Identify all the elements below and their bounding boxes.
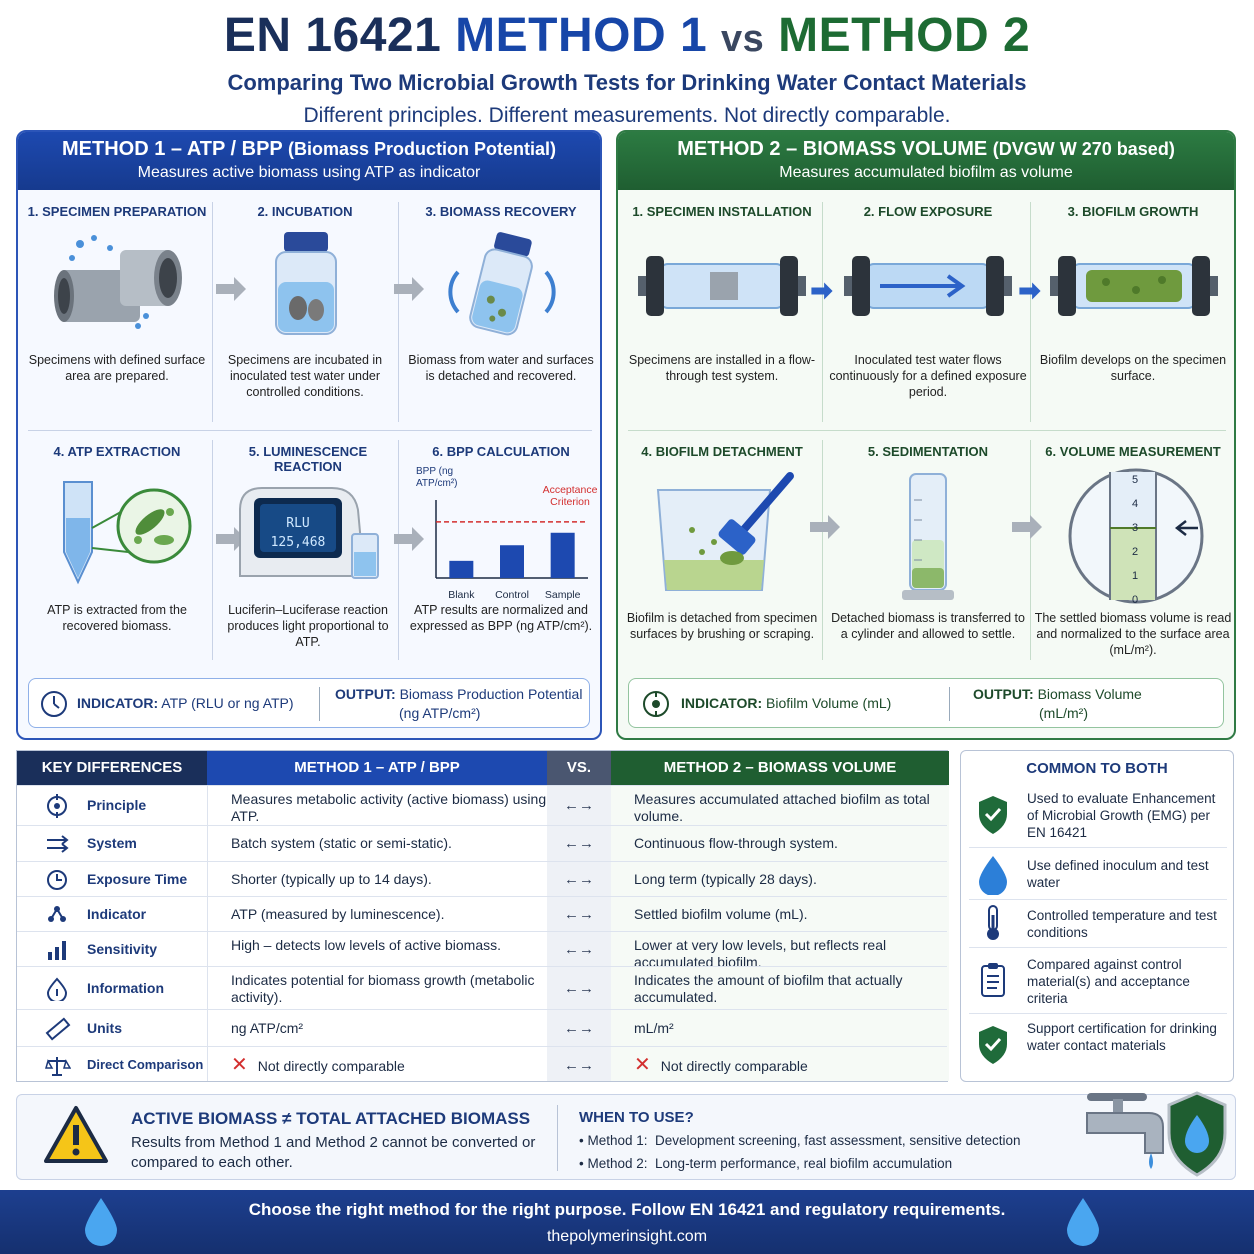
scale-tick-label: 1 (1132, 570, 1139, 582)
clipboard-icon (975, 960, 1011, 1002)
method1-output: OUTPUT: Biomass Production Potential (ng ATP/cm²) (335, 686, 583, 721)
table-row (17, 861, 947, 896)
common-item (969, 899, 1227, 947)
table-row (17, 825, 947, 861)
step-heading: 6. BPP CALCULATION (432, 444, 570, 459)
step-heading: 1. SPECIMEN PREPARATION (27, 204, 207, 219)
chart-tick-label: Sample (544, 589, 581, 601)
step-description: Biofilm develops on the specimen surface. (1039, 353, 1227, 383)
step-heading: 5. LUMINESCENCE REACTION (248, 444, 368, 474)
common-item (969, 847, 1227, 899)
step-heading: 3. BIOFILM GROWTH (1067, 204, 1199, 219)
row-method2-value: ✕ Not directly comparable (634, 1054, 808, 1076)
row-label: Principle (87, 797, 147, 813)
chart-bar-control (500, 545, 524, 578)
row-label: Units (87, 1020, 122, 1036)
chart-ylabel: BPP (ng ATP/cm²) (416, 466, 458, 489)
common-item-text: Used to evaluate Enhancement of Microbial Growth (EMG) per EN 16421 (1027, 791, 1216, 840)
method1-indicator: INDICATOR: ATP (RLU or ng ATP) (77, 695, 294, 711)
ruler-icon (43, 1017, 71, 1041)
clock-icon (43, 868, 71, 892)
title-standard: EN 16421 (223, 9, 442, 62)
row-vs-arrow: ←→ (564, 906, 594, 923)
step-heading: 6. VOLUME MEASUREMENT (1045, 444, 1221, 459)
m2-step-biofilm-growth (1034, 204, 1232, 424)
step-heading: 2. INCUBATION (257, 204, 353, 219)
common-item-text: Use defined inoculum and test water (1027, 858, 1209, 890)
row-method2-value: Continuous flow-through system. (634, 835, 838, 851)
step-heading: 5. SEDIMENTATION (867, 444, 989, 459)
row-method2-value: Long term (typically 28 days). (634, 871, 817, 887)
method1-title: METHOD 1 – ATP / BPP (61, 138, 283, 160)
step-heading: 1. SPECIMEN INSTALLATION (632, 204, 812, 219)
table-row (17, 896, 947, 931)
row-method1-value: High – detects low levels of active biomass. (231, 937, 502, 953)
molecule-icon (43, 903, 71, 927)
step-description: Detached biomass is transferred to a cylinder and allowed to settle. (831, 611, 1025, 641)
test-tube-bacteria-icon (44, 468, 194, 592)
beaker-brush-icon (644, 470, 804, 598)
row-method1-value: ATP (measured by luminescence). (231, 906, 445, 922)
incubation-jar-icon (264, 228, 348, 340)
shaking-jar-icon (440, 228, 564, 340)
m1-step-bpp-calculation (404, 444, 598, 664)
common-item-text: Controlled temperature and test conditions (1027, 908, 1217, 940)
device-value: 125,468 (270, 535, 326, 550)
shield-check-icon (975, 1024, 1011, 1066)
luminometer-display (260, 516, 336, 550)
step-description: Biomass from water and surfaces is detached and recovered. (408, 353, 594, 383)
method2-output: OUTPUT: Biomass Volume (mL/m²) (973, 686, 1142, 721)
scale-tick-label: 0 (1132, 594, 1139, 606)
row-vs-arrow: ←→ (564, 1057, 594, 1074)
when-method2: • Method 2: Long-term performance, real biofilm accumulation (579, 1156, 953, 1171)
title-method1: METHOD 1 (455, 9, 708, 62)
title-vs: vs (721, 18, 765, 60)
table-row (17, 785, 947, 825)
row-method2-value: Settled biofilm volume (mL). (634, 906, 808, 922)
page-tagline: Different principles. Different measurements. Not directly comparable. (303, 104, 951, 127)
warning-text: Results from Method 1 and Method 2 cannot be converted or compared to each other. (131, 1134, 536, 1171)
common-item-text: Support certification for drinking water contact materials (1027, 1021, 1217, 1053)
scale-tick-label: 2 (1132, 546, 1139, 558)
step-description: Specimens are incubated in inoculated test water under controlled conditions. (227, 353, 383, 399)
table-header-method2: METHOD 2 – BIOMASS VOLUME (611, 751, 949, 785)
target-icon (43, 794, 71, 818)
flow-cell-water-icon (840, 250, 1016, 322)
footer (0, 1190, 1254, 1254)
step-heading: 2. FLOW EXPOSURE (863, 204, 993, 219)
chart-acceptance-label: Acceptance Criterion (542, 484, 598, 508)
common-title: COMMON TO BOTH (1026, 760, 1168, 777)
common-item-text: Compared against control material(s) and acceptance criteria (1027, 957, 1190, 1006)
faucet-shield-icon (1067, 1089, 1227, 1181)
chart-tick-label: Blank (448, 589, 475, 601)
step-description: Biofilm is detached from specimen surfaces by brushing or scraping. (626, 611, 818, 641)
table-row (17, 1009, 947, 1046)
method2-subtitle: Measures accumulated biofilm as volume (779, 164, 1073, 181)
row-vs-arrow: ←→ (564, 835, 594, 852)
thermometer-icon (975, 903, 1011, 945)
footer-message: Choose the right method for the right purpose. Follow EN 16421 and regulatory requirements. (248, 1200, 1006, 1219)
common-panel (960, 750, 1234, 1082)
flow-cell-icon (634, 250, 810, 322)
table-row (17, 931, 947, 970)
step-description: Inoculated test water flows continuously for a defined exposure period. (829, 353, 1027, 399)
not-comparable-icon: ✕ (634, 1054, 651, 1076)
common-item (969, 783, 1227, 847)
step-description: Specimens are installed in a flow-through test system. (628, 353, 816, 383)
method2-panel (616, 130, 1236, 740)
step-heading: 3. BIOMASS RECOVERY (425, 204, 577, 219)
row-vs-arrow: ←→ (564, 1020, 594, 1037)
magnified-scale-icon (1064, 466, 1210, 606)
water-drop-icon (1066, 1196, 1100, 1246)
scale-tick-label: 5 (1132, 474, 1139, 486)
row-method1-value: ng ATP/cm² (231, 1020, 304, 1036)
chart-tick-label: Control (495, 589, 529, 601)
chart-bar-blank (449, 561, 473, 578)
row-method2-value: mL/m² (634, 1020, 674, 1036)
m2-step-specimen-installation (624, 204, 820, 424)
method2-indicator: INDICATOR: Biofilm Volume (mL) (681, 695, 892, 711)
row-vs-arrow: ←→ (564, 871, 594, 888)
device-label: RLU (286, 516, 310, 531)
table-header-key: KEY DIFFERENCES (17, 751, 207, 785)
m1-step-biomass-recovery (404, 204, 598, 424)
info-drop-icon (43, 977, 71, 1001)
method1-title-suffix: (Biomass Production Potential) (287, 139, 556, 159)
row-method2-value: Lower at very low levels, but reflects real accumulated biofilm. (634, 937, 887, 970)
row-vs-arrow: ←→ (564, 941, 594, 958)
scale-tick-label: 4 (1132, 498, 1139, 510)
row-method2-value: Indicates the amount of biofilm that actually accumulated. (634, 972, 903, 1005)
row-label: System (87, 835, 137, 851)
measuring-cylinder-icon (898, 470, 958, 604)
step-description: Luciferin–Luciferase reaction produces light proportional to ATP. (227, 603, 389, 649)
step-description: The settled biomass volume is read and normalized to the surface area (mL/m²). (1034, 611, 1232, 657)
water-drop-icon (975, 853, 1011, 895)
title-method2: METHOD 2 (778, 9, 1031, 62)
m1-step-atp-extraction (24, 444, 210, 664)
m2-step-flow-exposure (828, 204, 1028, 424)
row-label: Sensitivity (87, 941, 158, 957)
m1-step-specimen-preparation (24, 204, 210, 424)
bpp-bar-chart (418, 496, 594, 606)
footer-website[interactable]: thepolymerinsight.com (546, 1228, 708, 1245)
when-title: WHEN TO USE? (579, 1109, 694, 1126)
m2-step-volume-measurement (1034, 444, 1232, 664)
when-method1: • Method 1: Development screening, fast assessment, sensitive detection (579, 1133, 1021, 1148)
method1-panel (16, 130, 602, 740)
page-title (0, 6, 1254, 69)
row-method1-value: Shorter (typically up to 14 days). (231, 871, 432, 887)
method1-header (18, 132, 600, 190)
warning-title: ACTIVE BIOMASS ≠ TOTAL ATTACHED BIOMASS (131, 1109, 531, 1128)
method2-title-suffix: (DVGW W 270 based) (992, 139, 1175, 159)
page-subtitle: Comparing Two Microbial Growth Tests for Drinking Water Contact Materials (227, 70, 1027, 95)
summary-bar (16, 1094, 1236, 1180)
m1-step-luminescence-reaction (214, 444, 402, 664)
step-heading: 4. ATP EXTRACTION (53, 444, 181, 459)
method1-indicator-bar (28, 678, 590, 728)
row-vs-arrow: ←→ (564, 980, 594, 997)
header (0, 6, 1254, 128)
step-description: ATP results are normalized and expressed as BPP (ng ATP/cm²). (409, 603, 593, 633)
table-header-method1: METHOD 1 – ATP / BPP (207, 751, 547, 785)
key-differences-table (16, 750, 948, 1082)
table-header-vs: VS. (547, 751, 611, 785)
scale-ticks (1132, 474, 1182, 606)
m2-step-sedimentation (828, 444, 1028, 664)
row-label: Information (87, 980, 164, 996)
scale-tick-label: 3 (1132, 522, 1139, 534)
shield-check-icon (975, 794, 1011, 836)
method2-header (618, 132, 1234, 190)
m2-step-biofilm-detachment (624, 444, 820, 664)
row-label: Direct Comparison (87, 1057, 204, 1072)
row-label: Indicator (87, 906, 147, 922)
bar-chart-icon (43, 938, 71, 962)
table-row (17, 966, 947, 1009)
m1-step-incubation (214, 204, 396, 424)
chart-bar-sample (551, 533, 575, 578)
step-description: Specimens with defined surface area are prepared. (28, 353, 206, 383)
row-vs-arrow: ←→ (564, 797, 594, 814)
scale-icon (43, 1054, 71, 1078)
row-method1-value: Indicates potential for biomass growth (metabolic activity). (231, 972, 535, 1005)
method2-indicator-bar (628, 678, 1224, 728)
row-method1-value: Batch system (static or semi-static). (231, 835, 452, 851)
common-item (969, 1013, 1227, 1075)
gauge-icon (39, 689, 69, 719)
pipe-specimen-icon (50, 230, 190, 340)
method1-subtitle: Measures active biomass using ATP as indicator (137, 164, 481, 181)
row-method1-value: Measures metabolic activity (active biomass) using ATP. (231, 791, 547, 824)
flow-arrows-icon (43, 832, 71, 856)
method2-title: METHOD 2 – BIOMASS VOLUME (677, 138, 988, 160)
row-label: Exposure Time (87, 871, 188, 887)
row-method2-value: Measures accumulated attached biofilm as total volume. (634, 791, 930, 824)
warning-icon (43, 1105, 109, 1165)
table-row (17, 1046, 947, 1083)
common-item (969, 947, 1227, 1013)
step-heading: 4. BIOFILM DETACHMENT (641, 444, 803, 459)
step-description: ATP is extracted from the recovered biomass. (47, 603, 187, 633)
water-drop-icon (84, 1196, 118, 1246)
not-comparable-icon: ✕ (231, 1054, 248, 1076)
flow-cell-biofilm-icon (1046, 250, 1222, 322)
gauge-icon (641, 689, 671, 719)
row-method1-value: ✕ Not directly comparable (231, 1054, 405, 1076)
